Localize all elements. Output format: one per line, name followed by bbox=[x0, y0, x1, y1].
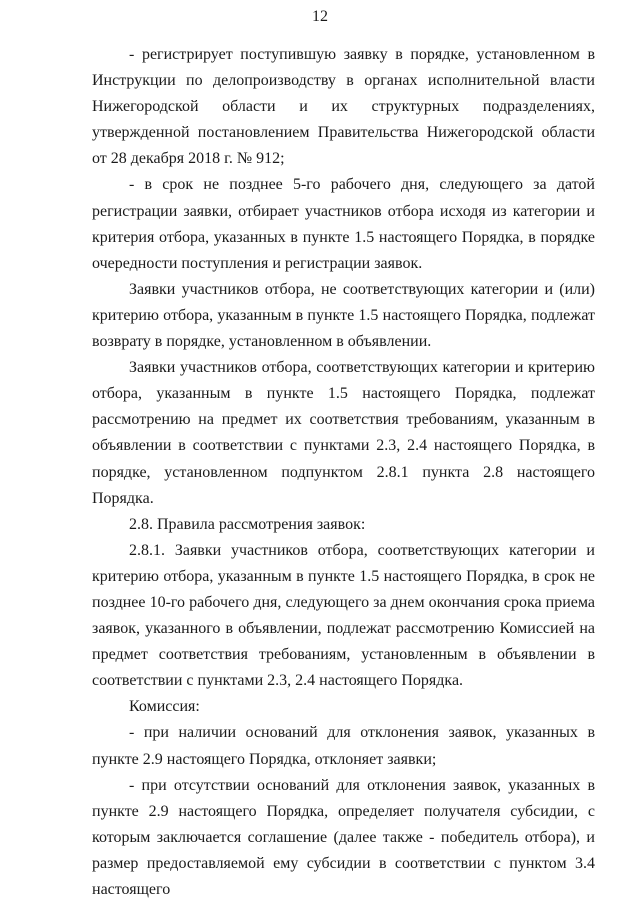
document-body bbox=[92, 42, 595, 903]
paragraph-rejection: - при наличии оснований для отклонения заявок, указанных в пункте 2.9 настоящего Порядка, отклоняет заявки; bbox=[92, 724, 595, 768]
paragraph-selection-deadline: - в срок не позднее 5-го рабочего дня, следующего за датой регистрации заявки, отбирает участников отбора исходя из категории и критерия отбора, указанных в пункте 1.5 настоящего Порядка, в порядке очередности поступления и регистрации заявок. bbox=[92, 176, 595, 272]
paragraph-review-applications: Заявки участников отбора, соответствующих категории и критерию отбора, указанным в пункте 1.5 настоящего Порядка, подлежат рассмотрению на предмет их соответствия требованиям, указанным в объявлении в соответствии с пунктами 2.3, 2.4 настоящего Порядка, в порядке, установленном подпунктом 2.8.1 пункта 2.8 настоящего Порядка. bbox=[92, 359, 595, 507]
paragraph-2-8-1: 2.8.1. Заявки участников отбора, соответствующих категории и критерию отбора, указанным в пункте 1.5 настоящего Порядка, в срок не позднее 10-го рабочего дня, следующего за днем окончания срока приема заявок, указанного в объявлении, подлежат рассмотрению Комиссией на предмет соответствия требованиям, установленным в объявлении в соответствии с пунктами 2.3, 2.4 настоящего Порядка. bbox=[92, 541, 595, 690]
section-heading-2-8: 2.8. Правила рассмотрения заявок: bbox=[129, 515, 366, 533]
paragraph-commission: Комиссия: bbox=[129, 698, 200, 716]
paragraph-return-applications: Заявки участников отбора, не соответствующих категории и (или) критерию отбора, указанным в пункте 1.5 настоящего Порядка, подлежат возврату в порядке, установленном в объявлении. bbox=[92, 280, 595, 351]
paragraph-registration: - регистрирует поступившую заявку в порядке, установленном в Инструкции по делопроизводству в органах исполнительной власти Нижегородской области и их структурных подразделениях, утвержденной постановлением Правительства Нижегородской области от 28 декабря 2018 г. № 912; bbox=[92, 46, 595, 168]
page-number: 12 bbox=[312, 8, 328, 25]
paragraph-winner-determination: - при отсутствии оснований для отклонения заявок, указанных в пункте 2.9 настоящего Порядка, определяет получателя субсидии, с которым заключается соглашение (далее также - победитель отбора), и размер предоставляемой ему субсидии в соответствии с пунктом 3.4 настоящего bbox=[92, 776, 595, 898]
